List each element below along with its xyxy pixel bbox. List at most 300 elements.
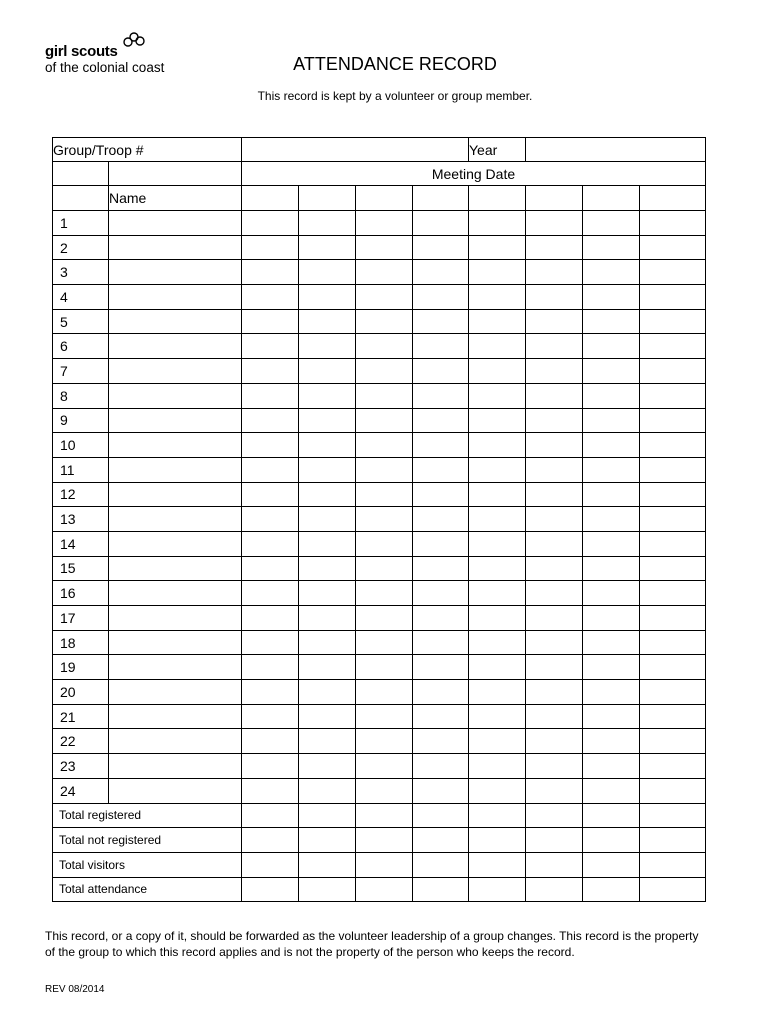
total-cell[interactable] (469, 852, 526, 877)
attendance-cell[interactable] (469, 729, 526, 754)
attendance-cell[interactable] (640, 260, 706, 285)
attendance-cell[interactable] (526, 383, 583, 408)
year-field[interactable] (526, 138, 706, 162)
attendance-cell[interactable] (469, 211, 526, 236)
attendance-cell[interactable] (469, 359, 526, 384)
attendance-cell[interactable] (413, 482, 469, 507)
attendance-cell[interactable] (526, 507, 583, 532)
total-cell[interactable] (413, 828, 469, 853)
attendance-cell[interactable] (583, 531, 640, 556)
total-cell[interactable] (469, 803, 526, 828)
attendance-cell[interactable] (356, 457, 413, 482)
meeting-date-cell[interactable] (583, 186, 640, 211)
attendance-cell[interactable] (356, 680, 413, 705)
attendance-cell[interactable] (526, 457, 583, 482)
attendance-cell[interactable] (299, 457, 356, 482)
attendance-cell[interactable] (413, 630, 469, 655)
row-number: 3 (53, 260, 109, 285)
total-cell[interactable] (299, 852, 356, 877)
total-cell[interactable] (413, 877, 469, 902)
attendance-cell[interactable] (640, 285, 706, 310)
attendance-cell[interactable] (242, 680, 299, 705)
attendance-cell[interactable] (583, 581, 640, 606)
attendance-cell[interactable] (526, 754, 583, 779)
attendance-cell[interactable] (526, 606, 583, 631)
attendance-cell[interactable] (242, 309, 299, 334)
attendance-cell[interactable] (242, 778, 299, 803)
member-name-cell[interactable] (109, 309, 242, 334)
totals-row (53, 803, 706, 828)
total-cell[interactable] (242, 852, 299, 877)
meeting-date-cell[interactable] (640, 186, 706, 211)
row-number: 23 (53, 754, 109, 779)
attendance-cell[interactable] (356, 211, 413, 236)
header-row-group (53, 138, 706, 162)
attendance-cell[interactable] (413, 531, 469, 556)
attendance-cell[interactable] (413, 680, 469, 705)
attendance-cell[interactable] (526, 778, 583, 803)
attendance-cell[interactable] (413, 729, 469, 754)
attendance-cell[interactable] (526, 334, 583, 359)
attendance-cell[interactable] (413, 383, 469, 408)
member-name-cell[interactable] (109, 704, 242, 729)
attendance-cell[interactable] (242, 260, 299, 285)
attendance-cell[interactable] (583, 482, 640, 507)
row-number: 4 (53, 285, 109, 310)
member-name-cell[interactable] (109, 630, 242, 655)
attendance-cell[interactable] (640, 507, 706, 532)
attendance-cell[interactable] (413, 704, 469, 729)
attendance-cell[interactable] (469, 606, 526, 631)
attendance-cell[interactable] (299, 359, 356, 384)
attendance-cell[interactable] (640, 778, 706, 803)
total-cell[interactable] (526, 828, 583, 853)
blank-cell (53, 186, 109, 211)
member-row (53, 235, 706, 260)
attendance-cell[interactable] (583, 433, 640, 458)
attendance-cell[interactable] (242, 482, 299, 507)
attendance-cell[interactable] (526, 482, 583, 507)
attendance-cell[interactable] (413, 606, 469, 631)
member-row (53, 704, 706, 729)
totals-label: Total visitors (53, 852, 242, 877)
total-cell[interactable] (242, 877, 299, 902)
attendance-cell[interactable] (583, 457, 640, 482)
total-cell[interactable] (640, 828, 706, 853)
attendance-cell[interactable] (356, 655, 413, 680)
attendance-cell[interactable] (469, 408, 526, 433)
attendance-cell[interactable] (413, 309, 469, 334)
total-cell[interactable] (413, 803, 469, 828)
attendance-cell[interactable] (469, 556, 526, 581)
member-row (53, 655, 706, 680)
member-name-cell[interactable] (109, 482, 242, 507)
attendance-cell[interactable] (583, 334, 640, 359)
attendance-cell[interactable] (526, 433, 583, 458)
member-name-cell[interactable] (109, 383, 242, 408)
row-number: 18 (53, 630, 109, 655)
attendance-cell[interactable] (242, 507, 299, 532)
total-cell[interactable] (583, 877, 640, 902)
attendance-cell[interactable] (413, 359, 469, 384)
member-name-cell[interactable] (109, 606, 242, 631)
row-number: 22 (53, 729, 109, 754)
attendance-cell[interactable] (640, 531, 706, 556)
member-row (53, 531, 706, 556)
attendance-cell[interactable] (583, 556, 640, 581)
attendance-cell[interactable] (413, 260, 469, 285)
total-cell[interactable] (356, 803, 413, 828)
attendance-cell[interactable] (583, 408, 640, 433)
attendance-cell[interactable] (242, 383, 299, 408)
member-name-cell[interactable] (109, 285, 242, 310)
row-number: 15 (53, 556, 109, 581)
attendance-cell[interactable] (640, 606, 706, 631)
attendance-cell[interactable] (242, 729, 299, 754)
group-troop-label: Group/Troop # (53, 138, 242, 162)
attendance-cell[interactable] (299, 211, 356, 236)
attendance-cell[interactable] (583, 729, 640, 754)
attendance-cell[interactable] (299, 729, 356, 754)
attendance-cell[interactable] (413, 235, 469, 260)
meeting-date-cell[interactable] (469, 186, 526, 211)
attendance-cell[interactable] (242, 630, 299, 655)
attendance-cell[interactable] (526, 359, 583, 384)
attendance-cell[interactable] (640, 581, 706, 606)
attendance-cell[interactable] (469, 235, 526, 260)
attendance-cell[interactable] (356, 556, 413, 581)
total-cell[interactable] (413, 852, 469, 877)
attendance-cell[interactable] (640, 482, 706, 507)
attendance-cell[interactable] (640, 704, 706, 729)
attendance-cell[interactable] (583, 235, 640, 260)
attendance-cell[interactable] (469, 680, 526, 705)
attendance-cell[interactable] (356, 729, 413, 754)
totals-row (53, 852, 706, 877)
attendance-cell[interactable] (640, 680, 706, 705)
total-cell[interactable] (356, 828, 413, 853)
attendance-cell[interactable] (640, 309, 706, 334)
total-cell[interactable] (299, 877, 356, 902)
attendance-cell[interactable] (299, 630, 356, 655)
attendance-cell[interactable] (413, 334, 469, 359)
total-cell[interactable] (640, 877, 706, 902)
attendance-cell[interactable] (242, 556, 299, 581)
member-row (53, 383, 706, 408)
member-row (53, 729, 706, 754)
member-name-cell[interactable] (109, 260, 242, 285)
row-number: 12 (53, 482, 109, 507)
attendance-cell[interactable] (526, 260, 583, 285)
attendance-cell[interactable] (526, 581, 583, 606)
attendance-cell[interactable] (356, 359, 413, 384)
attendance-cell[interactable] (583, 211, 640, 236)
attendance-cell[interactable] (526, 309, 583, 334)
meeting-date-cell[interactable] (299, 186, 356, 211)
meeting-date-label: Meeting Date (242, 162, 706, 186)
attendance-cell[interactable] (526, 235, 583, 260)
total-cell[interactable] (526, 852, 583, 877)
attendance-cell[interactable] (242, 531, 299, 556)
attendance-cell[interactable] (356, 433, 413, 458)
attendance-cell[interactable] (413, 433, 469, 458)
attendance-cell[interactable] (242, 408, 299, 433)
attendance-cell[interactable] (640, 556, 706, 581)
attendance-cell[interactable] (526, 680, 583, 705)
attendance-cell[interactable] (299, 507, 356, 532)
member-row (53, 581, 706, 606)
attendance-cell[interactable] (356, 778, 413, 803)
attendance-cell[interactable] (413, 408, 469, 433)
member-name-cell[interactable] (109, 211, 242, 236)
attendance-cell[interactable] (299, 531, 356, 556)
trefoil-icon (123, 30, 145, 50)
attendance-cell[interactable] (469, 309, 526, 334)
attendance-cell[interactable] (299, 704, 356, 729)
attendance-cell[interactable] (640, 457, 706, 482)
total-cell[interactable] (526, 803, 583, 828)
member-name-cell[interactable] (109, 556, 242, 581)
meeting-date-cell[interactable] (413, 186, 469, 211)
attendance-cell[interactable] (640, 383, 706, 408)
attendance-cell[interactable] (469, 754, 526, 779)
totals-label: Total not registered (53, 828, 242, 853)
attendance-cell[interactable] (356, 334, 413, 359)
attendance-cell[interactable] (356, 383, 413, 408)
attendance-cell[interactable] (242, 704, 299, 729)
total-cell[interactable] (356, 877, 413, 902)
attendance-cell[interactable] (356, 581, 413, 606)
attendance-cell[interactable] (299, 334, 356, 359)
total-cell[interactable] (469, 877, 526, 902)
attendance-cell[interactable] (583, 359, 640, 384)
attendance-cell[interactable] (299, 482, 356, 507)
attendance-cell[interactable] (356, 507, 413, 532)
attendance-cell[interactable] (413, 556, 469, 581)
logo-line2: of the colonial coast (45, 60, 165, 75)
member-name-cell[interactable] (109, 680, 242, 705)
attendance-cell[interactable] (469, 260, 526, 285)
attendance-cell[interactable] (356, 309, 413, 334)
attendance-cell[interactable] (640, 754, 706, 779)
attendance-cell[interactable] (299, 606, 356, 631)
meeting-date-cell[interactable] (526, 186, 583, 211)
attendance-cell[interactable] (242, 606, 299, 631)
attendance-cell[interactable] (526, 655, 583, 680)
attendance-cell[interactable] (469, 581, 526, 606)
attendance-cell[interactable] (299, 309, 356, 334)
group-troop-field[interactable] (242, 138, 469, 162)
member-row (53, 285, 706, 310)
attendance-cell[interactable] (469, 507, 526, 532)
total-cell[interactable] (583, 828, 640, 853)
attendance-cell[interactable] (299, 408, 356, 433)
total-cell[interactable] (640, 803, 706, 828)
totals-row (53, 828, 706, 853)
attendance-cell[interactable] (299, 680, 356, 705)
attendance-cell[interactable] (242, 655, 299, 680)
attendance-cell[interactable] (356, 531, 413, 556)
attendance-cell[interactable] (242, 433, 299, 458)
attendance-cell[interactable] (526, 630, 583, 655)
attendance-cell[interactable] (413, 507, 469, 532)
attendance-cell[interactable] (583, 260, 640, 285)
attendance-cell[interactable] (242, 457, 299, 482)
member-name-cell[interactable] (109, 359, 242, 384)
attendance-cell[interactable] (526, 729, 583, 754)
attendance-cell[interactable] (356, 482, 413, 507)
attendance-cell[interactable] (469, 531, 526, 556)
attendance-cell[interactable] (242, 581, 299, 606)
member-name-cell[interactable] (109, 729, 242, 754)
attendance-cell[interactable] (583, 383, 640, 408)
attendance-cell[interactable] (356, 408, 413, 433)
attendance-cell[interactable] (413, 457, 469, 482)
attendance-cell[interactable] (242, 754, 299, 779)
attendance-cell[interactable] (640, 359, 706, 384)
attendance-cell[interactable] (299, 581, 356, 606)
attendance-cell[interactable] (469, 457, 526, 482)
attendance-cell[interactable] (469, 334, 526, 359)
attendance-cell[interactable] (640, 433, 706, 458)
member-name-cell[interactable] (109, 334, 242, 359)
attendance-cell[interactable] (356, 754, 413, 779)
member-name-cell[interactable] (109, 754, 242, 779)
attendance-cell[interactable] (356, 285, 413, 310)
member-name-cell[interactable] (109, 531, 242, 556)
attendance-cell[interactable] (299, 655, 356, 680)
attendance-cell[interactable] (413, 211, 469, 236)
attendance-cell[interactable] (583, 285, 640, 310)
meeting-date-cell[interactable] (242, 186, 299, 211)
attendance-cell[interactable] (299, 235, 356, 260)
attendance-cell[interactable] (242, 334, 299, 359)
member-row (53, 334, 706, 359)
member-name-cell[interactable] (109, 408, 242, 433)
attendance-cell[interactable] (640, 408, 706, 433)
member-name-cell[interactable] (109, 433, 242, 458)
attendance-cell[interactable] (242, 285, 299, 310)
row-number: 11 (53, 457, 109, 482)
attendance-cell[interactable] (526, 556, 583, 581)
attendance-cell[interactable] (299, 260, 356, 285)
member-name-cell[interactable] (109, 507, 242, 532)
total-cell[interactable] (526, 877, 583, 902)
member-row (53, 408, 706, 433)
attendance-cell[interactable] (583, 655, 640, 680)
attendance-cell[interactable] (583, 309, 640, 334)
member-name-cell[interactable] (109, 778, 242, 803)
attendance-cell[interactable] (640, 235, 706, 260)
member-name-cell[interactable] (109, 655, 242, 680)
attendance-cell[interactable] (469, 778, 526, 803)
attendance-cell[interactable] (640, 630, 706, 655)
attendance-cell[interactable] (640, 729, 706, 754)
attendance-cell[interactable] (583, 507, 640, 532)
total-cell[interactable] (583, 803, 640, 828)
blank-cell (53, 162, 109, 186)
row-number: 17 (53, 606, 109, 631)
attendance-cell[interactable] (413, 655, 469, 680)
attendance-cell[interactable] (356, 606, 413, 631)
attendance-cell[interactable] (356, 260, 413, 285)
attendance-cell[interactable] (413, 754, 469, 779)
attendance-cell[interactable] (299, 433, 356, 458)
attendance-cell[interactable] (299, 556, 356, 581)
total-cell[interactable] (242, 828, 299, 853)
attendance-cell[interactable] (469, 655, 526, 680)
attendance-cell[interactable] (299, 285, 356, 310)
page-title: ATTENDANCE RECORD (293, 54, 497, 74)
attendance-cell[interactable] (299, 778, 356, 803)
row-number: 10 (53, 433, 109, 458)
attendance-cell[interactable] (356, 704, 413, 729)
attendance-cell[interactable] (526, 211, 583, 236)
year-label: Year (469, 138, 526, 162)
attendance-cell[interactable] (469, 482, 526, 507)
meeting-date-cell[interactable] (356, 186, 413, 211)
attendance-cell[interactable] (242, 235, 299, 260)
totals-label: Total attendance (53, 877, 242, 902)
attendance-cell[interactable] (299, 383, 356, 408)
attendance-cell[interactable] (469, 285, 526, 310)
attendance-cell[interactable] (242, 359, 299, 384)
attendance-cell[interactable] (413, 778, 469, 803)
total-cell[interactable] (299, 828, 356, 853)
attendance-cell[interactable] (526, 704, 583, 729)
member-name-cell[interactable] (109, 457, 242, 482)
total-cell[interactable] (242, 803, 299, 828)
attendance-cell[interactable] (583, 754, 640, 779)
attendance-cell[interactable] (583, 606, 640, 631)
attendance-cell[interactable] (526, 408, 583, 433)
total-cell[interactable] (640, 852, 706, 877)
header-row-meeting (53, 162, 706, 186)
row-number: 5 (53, 309, 109, 334)
attendance-cell[interactable] (640, 211, 706, 236)
totals-row (53, 877, 706, 902)
attendance-cell[interactable] (640, 655, 706, 680)
member-row (53, 211, 706, 236)
attendance-cell[interactable] (413, 285, 469, 310)
name-column-header: Name (109, 186, 242, 211)
attendance-cell[interactable] (356, 235, 413, 260)
attendance-cell[interactable] (469, 383, 526, 408)
member-name-cell[interactable] (109, 581, 242, 606)
attendance-cell[interactable] (526, 285, 583, 310)
attendance-cell[interactable] (469, 704, 526, 729)
attendance-cell[interactable] (413, 581, 469, 606)
total-cell[interactable] (583, 852, 640, 877)
member-name-cell[interactable] (109, 235, 242, 260)
member-row (53, 260, 706, 285)
attendance-cell[interactable] (583, 680, 640, 705)
attendance-cell[interactable] (526, 531, 583, 556)
attendance-cell[interactable] (469, 630, 526, 655)
attendance-cell[interactable] (583, 704, 640, 729)
attendance-cell[interactable] (640, 334, 706, 359)
total-cell[interactable] (356, 852, 413, 877)
attendance-cell[interactable] (583, 778, 640, 803)
attendance-cell[interactable] (469, 433, 526, 458)
row-number: 20 (53, 680, 109, 705)
attendance-cell[interactable] (583, 630, 640, 655)
total-cell[interactable] (469, 828, 526, 853)
attendance-cell[interactable] (356, 630, 413, 655)
attendance-cell[interactable] (299, 754, 356, 779)
total-cell[interactable] (299, 803, 356, 828)
attendance-cell[interactable] (242, 211, 299, 236)
